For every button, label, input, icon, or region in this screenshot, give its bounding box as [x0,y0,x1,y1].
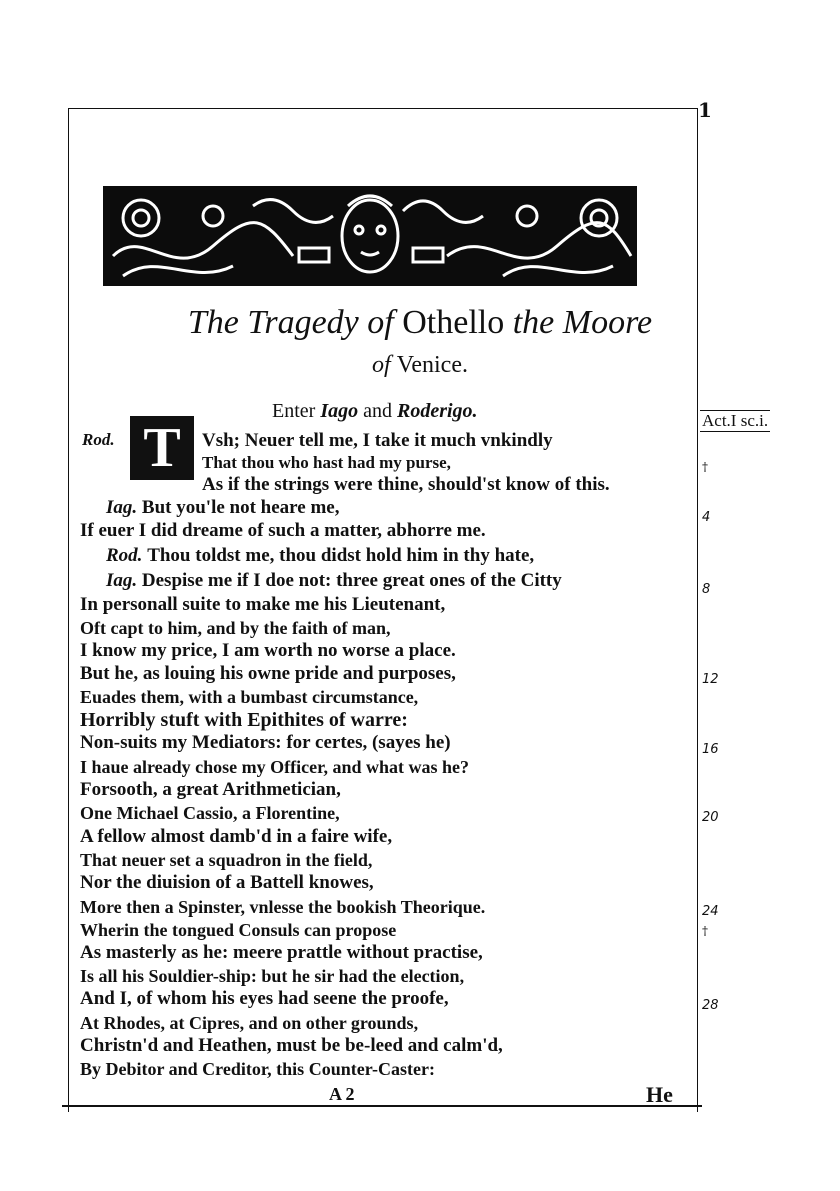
verse-line-text: Forsooth, a great Arithmetician, [80,779,341,800]
verse-line [202,452,451,474]
title-part: the [504,304,563,341]
verse-line [80,594,445,616]
drop-cap: T [130,416,194,480]
play-title-line-2 [0,352,840,379]
line-number: 16 [702,742,719,757]
verse-line [202,474,610,496]
title-part: Othello [402,304,505,341]
verse-line [80,1058,435,1080]
verse-line [80,802,340,824]
verse-line-text: As masterly as he: meere prattle without practise, [80,942,483,963]
verse-line [80,709,408,731]
verse-line-text: Oft capt to him, and by the faith of man, [80,618,391,638]
stage-direction-and: and [358,400,397,422]
verse-line [80,663,456,685]
act-scene-marker: Act.I sc.i. [702,411,769,430]
speaker-label: Iag. [106,497,142,518]
verse-line-text: Christn'd and Heathen, must be be-leed and calm'd, [80,1035,503,1056]
verse-line [106,545,534,567]
verse-line [106,497,339,519]
verse-line-text: Vsh; Neuer tell me, I take it much vnkindly [202,430,553,451]
speaker-roderigo: Rod. [82,430,115,449]
line-number: 12 [702,672,719,687]
frame-bottom-rule [62,1105,702,1107]
verse-line [80,732,451,754]
verse-line-text: I know my price, I am worth no worse a place. [80,640,456,661]
character-iago: Iago [320,400,359,422]
line-number: 20 [702,810,719,825]
verse-line-text: Nor the diuision of a Battell knowes, [80,872,374,893]
verse-line [80,919,396,941]
verse-line [80,849,372,871]
signature-mark: A 2 [329,1084,355,1104]
verse-line [202,430,553,452]
verse-line [80,686,418,708]
speaker-label: Iag. [106,570,142,591]
title-part: Venice. [396,352,468,378]
verse-line-text: At Rhodes, at Cipres, and on other grounds, [80,1013,419,1033]
line-number: 8 [702,582,711,597]
play-title-line-1 [0,304,840,342]
speaker-label: Rod. [106,545,148,566]
verse-line-text: Horribly stuft with Epithites of warre: [80,709,408,731]
verse-line [80,1012,418,1034]
verse-line-text: And I, of whom his eyes had seene the proofe, [80,988,449,1009]
woodcut-ornament [103,186,637,286]
title-part: of [372,352,397,378]
verse-line-text: As if the strings were thine, should'st know of this. [202,474,610,495]
character-roderigo: Roderigo. [397,400,478,422]
verse-line [80,520,486,542]
verse-line [80,779,341,801]
page-number: 1 [698,98,712,122]
verse-line-text: A fellow almost damb'd in a faire wife, [80,826,393,847]
verse-line-text: If euer I did dreame of such a matter, abhorre me. [80,520,486,541]
line-number: 24 [702,904,719,919]
verse-line-text: Wherin the tongued Consuls can propose [80,920,397,940]
dagger-marker: † [702,924,708,938]
line-number: 4 [702,510,711,525]
dagger-marker: † [702,460,708,474]
verse-line-text: By Debitor and Creditor, this Counter-Caster: [80,1059,435,1079]
title-part: The Tragedy of [187,304,403,341]
verse-line [80,617,391,639]
verse-line [80,988,449,1010]
verse-line-text: But you'le not heare me, [141,497,340,518]
verse-line-text: In personall suite to make me his Lieutenant, [80,594,446,615]
verse-line-text: Despise me if I doe not: three great ones of the Citty [141,570,562,591]
verse-line-text: Thou toldst me, thou didst hold him in thy hate, [147,545,535,566]
stage-direction [272,400,478,423]
verse-line-text: That neuer set a squadron in the field, [80,850,373,870]
verse-line-text: One Michael Cassio, a Florentine, [80,803,340,823]
verse-line [80,756,469,778]
verse-line [80,965,464,987]
verse-line [80,872,374,894]
stage-direction-enter: Enter [272,400,321,422]
verse-line-text: Non-suits my Mediators: for certes, (sayes he) [80,732,451,753]
verse-line [80,640,456,662]
verse-line-text: Euades them, with a bumbast circumstance, [80,687,419,707]
verse-line [80,896,485,918]
verse-line-text: That thou who hast had my purse, [202,453,451,472]
verse-line [80,942,483,964]
verse-line [80,1035,503,1057]
verse-line-text: More then a Spinster, vnlesse the bookish Theorique. [80,897,486,917]
verse-line-text: But he, as louing his owne pride and purposes, [80,663,456,684]
line-number: 28 [702,998,719,1013]
title-part: Moore [562,304,653,341]
verse-line-text: Is all his Souldier-ship: but he sir had the election, [80,966,465,986]
verse-line [106,570,562,592]
verse-line-text: I haue already chose my Officer, and what was he? [80,757,470,777]
catchword: He [646,1082,673,1107]
verse-line [80,826,392,848]
